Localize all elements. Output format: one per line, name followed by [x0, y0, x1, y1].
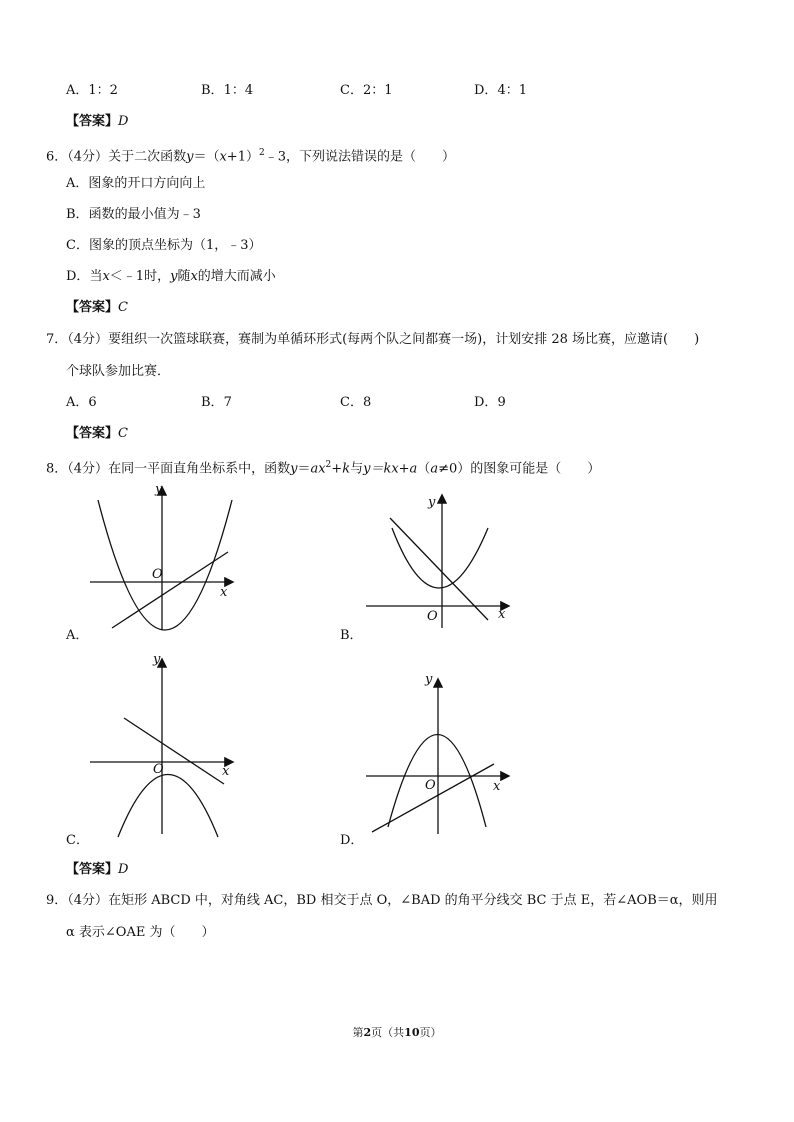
graph-b-y-label: y [428, 495, 436, 510]
line [112, 552, 228, 628]
line [124, 718, 224, 784]
q7-stem-line1: 7．（4分）要组织一次篮球联赛，赛制为单循环形式(每两个队之间都赛一场)，计划安排 28 场比赛，应邀请( ) [46, 332, 700, 347]
graph-c [80, 652, 250, 842]
q7-stem-line2: 个球队参加比赛． [66, 364, 171, 379]
q5-option-c: C．2：1 [340, 83, 393, 98]
q7-option-a: A．6 [66, 395, 97, 410]
graph-c-label: C． [66, 833, 89, 848]
graph-c-x-label: x [222, 764, 230, 779]
q7-option-b: B．7 [201, 395, 232, 410]
graph-c-y-label: y [153, 652, 161, 667]
q7-option-c: C．8 [340, 395, 372, 410]
q6-option-c: C．图象的顶点坐标为（1，﹣3） [66, 238, 262, 253]
q5-option-a: A．1：2 [66, 83, 118, 98]
parabola [388, 735, 486, 828]
graph-d-x-label: x [493, 779, 501, 794]
graph-a-label: A． [66, 628, 89, 643]
graph-b [360, 488, 520, 638]
q6-option-b: B．函数的最小值为﹣3 [66, 207, 201, 222]
graph-a [80, 480, 250, 640]
q8-stem: 8．（4分）在同一平面直角坐标系中，函数$y=ax^2+k$与y＝kx+a（a≠0）的图象可能是（ ） [46, 460, 601, 477]
q9-stem-line1: 9．（4分）在矩形 ABCD 中，对角线 AC，BD 相交于点 O，∠BAD 的角平分线交 BC 于点 E，若∠AOB＝α，则用 [46, 893, 718, 908]
parabola [392, 528, 488, 588]
parabola [118, 775, 218, 838]
line [390, 518, 488, 620]
graph-d-label: D． [340, 833, 364, 848]
graph-a-origin-label: O [152, 567, 163, 582]
parabola [98, 500, 232, 630]
page-footer: 第2页（共10页） [352, 1026, 442, 1039]
graph-b-origin-label: O [427, 609, 438, 624]
q7-answer: 【答案】C [66, 426, 128, 441]
graph-d-y-label: y [425, 672, 433, 687]
graph-a-x-label: x [220, 585, 228, 600]
q6-answer: 【答案】C [66, 300, 128, 315]
q6-stem: 6．（4分）关于二次函数$y=(x+1)^2﹣3$，下列说法错误的是（ ） [46, 148, 455, 165]
q6-option-a: A．图象的开口方向向上 [66, 176, 206, 191]
line [372, 764, 494, 832]
q5-option-d: D．4：1 [474, 83, 527, 98]
graph-d-origin-label: O [425, 778, 436, 793]
q5-option-b: B．1：4 [201, 83, 254, 98]
q8-answer: 【答案】D [66, 862, 129, 877]
graph-b-x-label: x [498, 607, 506, 622]
q6-option-d: D．当x＜﹣1时，y随x的增大而减小 [66, 269, 276, 284]
q7-option-d: D．9 [474, 395, 506, 410]
graph-a-y-label: y [155, 482, 163, 497]
graph-c-origin-label: O [153, 762, 164, 777]
graph-b-label: B． [340, 628, 363, 643]
graph-d [360, 672, 520, 837]
q9-stem-line2: α 表示∠OAE 为（ ） [66, 925, 215, 940]
q5-answer: 【答案】D [66, 114, 129, 129]
